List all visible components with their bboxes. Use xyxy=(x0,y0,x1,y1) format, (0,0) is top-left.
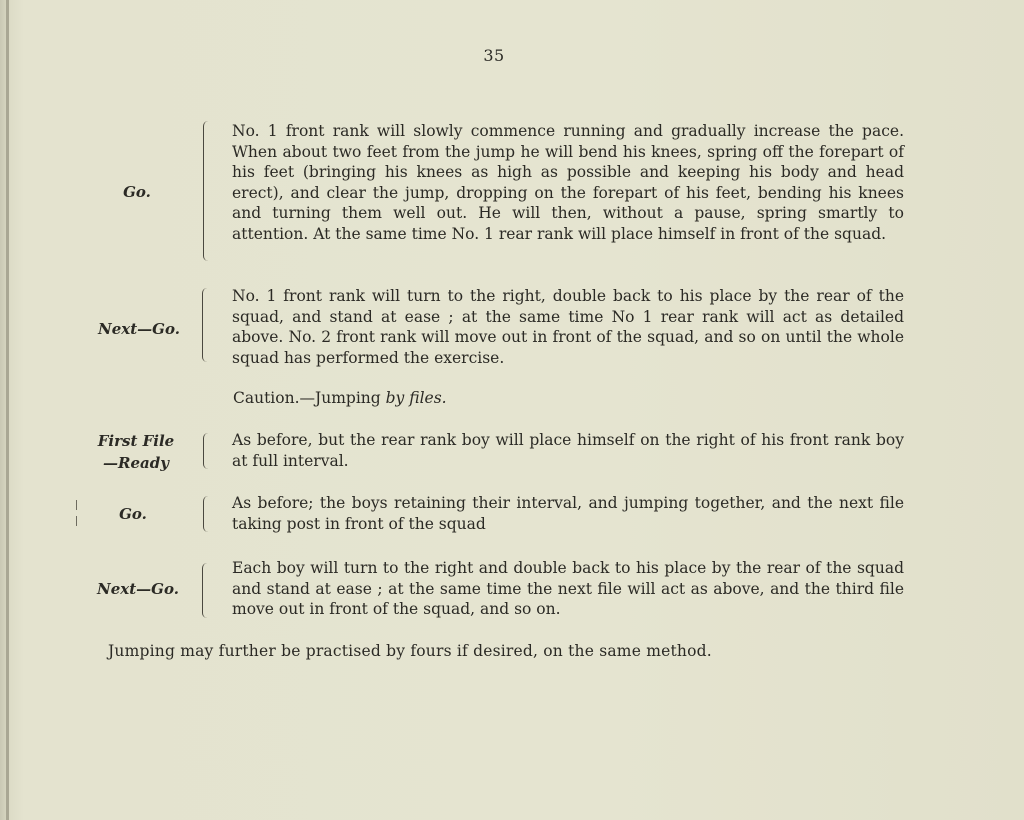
brace xyxy=(203,433,210,469)
page-binding-edge xyxy=(6,0,9,820)
paragraph-as-before-rear-rank: As before, but the rear rank boy will place himself on the right of his front rank boy at full interval. xyxy=(232,431,904,470)
brace xyxy=(202,563,209,618)
closing-sentence: Jumping may further be practised by fours if desired, on the same method. xyxy=(108,642,712,660)
margin-note-go: Go. xyxy=(123,183,151,201)
paragraph-each-boy-turn: Each boy will turn to the right and double back to his place by the rear of the squad and stand at ease ; at the same time the next file will act as above, and the third file move out in front of the squad, and so on. xyxy=(232,559,904,618)
brace xyxy=(203,496,210,532)
paragraph-retaining-interval: As before; the boys retaining their interval, and jumping together, and the next file taking post in front of the squad xyxy=(232,494,904,533)
brace xyxy=(202,288,209,362)
margin-note-first-file-ready: First File —Ready xyxy=(97,432,175,472)
margin-note-go: Go. xyxy=(119,505,147,523)
caution-heading: Caution.—Jumping by files. xyxy=(233,389,447,407)
margin-note-next-go: Next—Go. xyxy=(98,320,180,338)
paragraph-turn-right: No. 1 front rank will turn to the right, double back to his place by the rear of the squad, and stand at ease ; at the same time No 1 rear rank will act as detailed above. No. 2 front rank will move out in front of the squad, and so on until the whole squad has performed the exercise. xyxy=(232,287,904,367)
margin-tick-mark xyxy=(76,516,77,526)
page-number: 35 xyxy=(483,46,505,65)
brace xyxy=(203,121,210,261)
paragraph-front-rank-run: No. 1 front rank will slowly commence running and gradually increase the pace. When about two feet from the jump he will bend his knees, spring off the forepart of his feet (bringing his knees as high as possible and keeping his body and head erect), and clear the jump, dropping on the forepart of his feet, bending his knees and turning them well out. He will then, without a pause, spring smartly to attention. At the same time No. 1 rear rank will place himself in front of the squad. xyxy=(232,122,904,243)
margin-tick-mark xyxy=(76,500,77,510)
margin-note-next-go: Next—Go. xyxy=(97,580,179,598)
